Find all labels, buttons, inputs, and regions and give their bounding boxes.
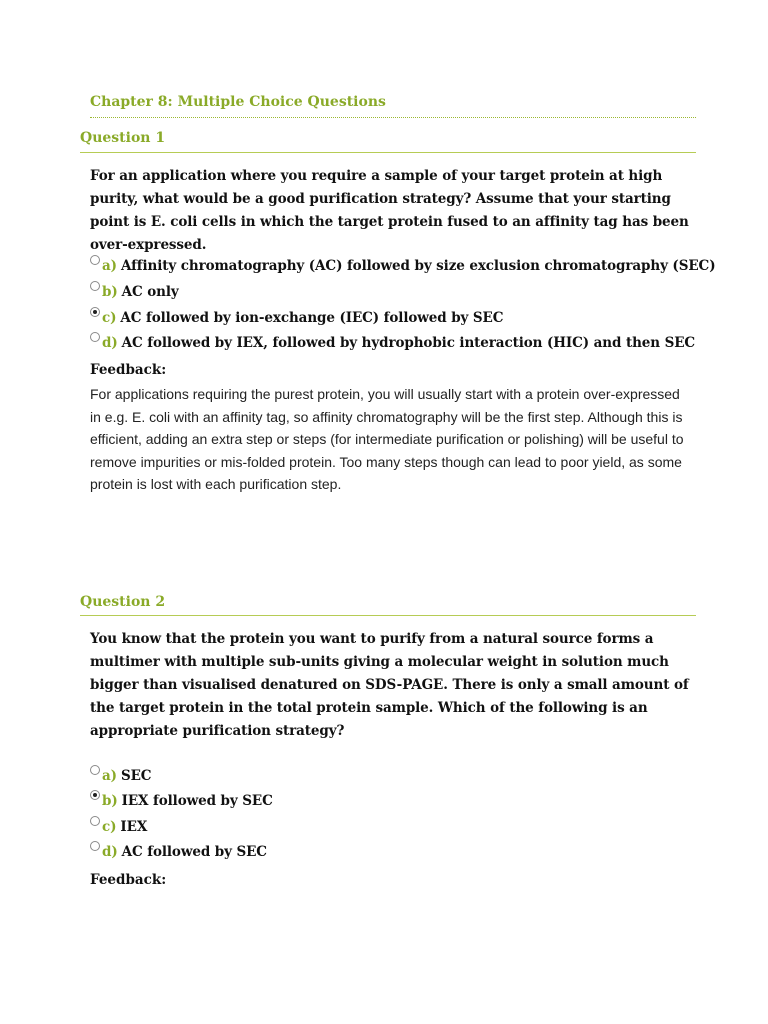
radio-button[interactable] [90,332,100,342]
q1-option-c[interactable] [90,302,503,326]
question-1-divider [80,152,696,153]
radio-button[interactable] [90,841,100,851]
radio-button-selected[interactable] [90,307,100,317]
option-text: AC followed by IEX, followed by hydrophobic interaction (HIC) and then SEC [121,335,696,351]
radio-button[interactable] [90,765,100,775]
chapter-title: Chapter 8: Multiple Choice Questions [90,94,386,110]
q2-option-c[interactable] [90,811,147,835]
q2-option-d[interactable] [90,836,267,860]
q2-feedback-label: Feedback: [90,872,167,888]
radio-button[interactable] [90,816,100,826]
question-1-heading: Question 1 [80,130,166,146]
option-letter: c) [102,310,117,326]
question-2-heading: Question 2 [80,594,166,610]
option-letter: d) [102,335,118,351]
option-text: AC followed by ion-exchange (IEC) followed by SEC [120,310,504,326]
option-letter: c) [102,819,117,835]
option-letter: a) [102,768,117,784]
question-2-divider [80,615,696,616]
q1-option-d[interactable] [90,327,695,351]
option-text: AC only [121,284,179,300]
question-1-text: For an application where you require a sample of your target protein at high purity, what would be a good purification strategy? Assume that your starting point is E. coli cells in which the target protein fused to an affinity tag has been over-expressed. [90,168,689,253]
option-text: AC followed by SEC [121,844,267,860]
radio-button-selected[interactable] [90,790,100,800]
option-text: SEC [120,768,152,784]
option-letter: d) [102,844,118,860]
q2-option-b[interactable] [90,785,273,809]
q1-feedback-text: For applications requiring the purest protein, you will usually start with a protein over-expressed in e.g. E. coli with an affinity tag, so affinity chromatography will be the first step. Although this is efficient, adding an extra step or steps (for intermediate purification or polishing) will be useful to remove impurities or mis-folded protein. Too many steps though can lead to poor yield, as some protein is lost with each purification step. [90,386,684,493]
option-text: Affinity chromatography (AC) followed by size exclusion chromatography (SEC) [120,258,716,274]
option-text: IEX followed by SEC [121,793,273,809]
q1-feedback-label: Feedback: [90,362,167,378]
option-text: IEX [120,819,148,835]
radio-button[interactable] [90,281,100,291]
radio-button[interactable] [90,255,100,265]
option-letter: a) [102,258,117,274]
question-2-text: You know that the protein you want to purify from a natural source forms a multimer with multiple sub-units giving a molecular weight in solution much bigger than visualised denatured on SDS-PAGE. There is only a small amount of the target protein in the total protein sample. Which of the following is an appropriate purification strategy? [90,631,689,739]
q1-option-b[interactable] [90,276,179,300]
chapter-divider [90,117,696,118]
option-letter: b) [102,284,118,300]
q1-option-a[interactable] [90,250,715,274]
q2-option-a[interactable] [90,760,151,784]
option-letter: b) [102,793,118,809]
